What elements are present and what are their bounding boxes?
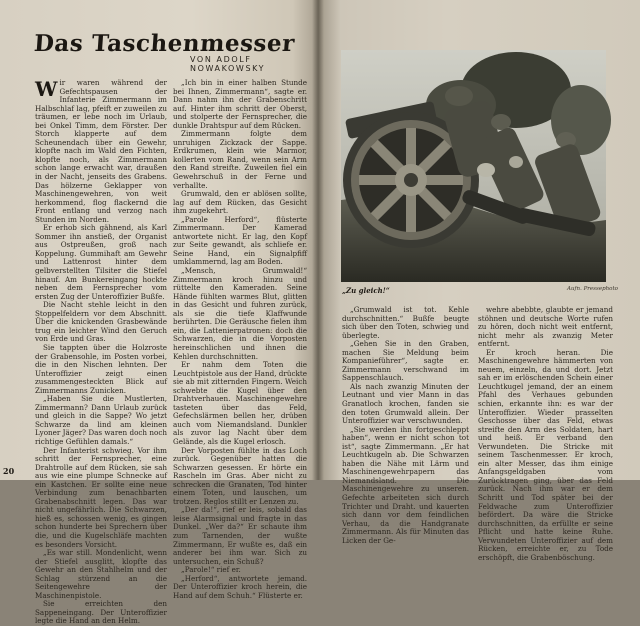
paragraph: Er erhob sich gähnend, als Karl Sommer ihn anstieß, der Organist aus Ostpreußen, groß nach Koppelung. Gummihaft am Gewehr und Lattenrost hinter dem gelbverstellten Tilsiter die Stiefel hinauf. Am Bunkereingang hockte neben dem Fernsprecher vom ersten Zug der Unteroffizier Bußfe. <box>35 223 167 301</box>
photograph <box>341 50 606 282</box>
paragraph: Wir waren während der Gefechtspausen der Infanterie Zimmermann im Halbschlaf lag, pfeift er zuweilen zu träumen, er lebe noch im Urlaub, bei Onkel Timm, dem Förster. Der Storch klapperte auf dem Scheunendach über ein Gewehr, klopfte nach im Wald den Fichten, klopfte noch, als Zimmermann schon lange erwacht war, draußen in der Nacht, jenseits des Grabens. Das hölzerne Geklapper von Maschinengewehren, von weit herkommend, flog flackernd die Front entlang und verzog nach Stunden im Norden. <box>35 77 167 224</box>
paragraph: Grumwald, den er ablösen sollte, lag auf dem Rücken, das Gesicht ihm zugekehrt. <box>173 189 307 216</box>
paragraph: wehre abebbte, glaubte er jemand stöhnen und deutsche Worte rufen zu hören, doch nicht weit entfernt, nicht mehr als zwanzig Meter entfernt. <box>478 305 613 349</box>
paragraph: Er kroch heran. Die Maschinengewehre hämmerten von neuem, einzeln, da und dort. Jetzt sah er im erlöschenden Schein einer Leuchtkugel jemand, der an einem Pfahl des Verhaues gebunden schien, erkannte ihn: es war der Unteroffizier. Wieder prasselten Geschosse über das Feld, etwas streifte den Arm des Soldaten, hart und heiß. Er verband den Verwundeten. Die Stricke mit seinem Taschenmesser. Er kroch, ein alter Messer, das ihm einige Anfangsgeldgaben vom Zurücktragen ging, über das Feld zurück. Nach ihm war er dem Schritt und Tod später bei der Feldwache zum Unteroffizier befördert. Da wäre die Stricke durchschnitten, da erfüllte er seine Pflicht und hatte keine Ruhe. Verwundeten Unteroffizier auf dem Rücken, erreichte er, zu Tode erschöpft, die Grabenböschung. <box>478 347 613 562</box>
photo-caption: „Zu gleich!“ <box>342 286 390 295</box>
right-column-1 <box>342 305 469 545</box>
paragraph: „Sie werden ihn fortgeschleppt haben“, wenn er nicht schon tot ist“, sagte Zimmermann. „Er hat Leuchtkugeln ab. Die Schwarzen haben die Nähe mit Lärm und Maschinengewehrpapern das Niemandsland. Die Maschinengewehre zu unseren. Gefechte arbeiteten sich durch Trichter und Draht. und kauerten sich dann vor dem feindlichen Verhau, da die Handgranate Zimmermann. Als für Minuten das Licken der Ge- <box>342 424 469 545</box>
paragraph: Zimmermann folgte dem unruhigen Zickzack der Sappe. Erdkrumen, klein wie Marmor, kollerten vom Rand, wenn sein Arm den Rand streifte. Zuweilen fiel ein Gewehrschuß in der Ferne und verhallte. <box>173 129 307 190</box>
paragraph: „Haben Sie die Mustlerten, Zimmermann? Dann Urlaub zurück und gleich in die Sappe? Wo jetzt Schwarze da lind am kleinen Lyoner Jäger? Das waren doch noch richtige Gefühlen damals.“ <box>35 394 167 446</box>
paragraph: Als nach zwanzig Minuten der Leutnant und vier Mann in das Granatloch krochen, fanden sie den toten Grumwald allein. Der Unteroffizier war verschwunden. <box>342 381 469 426</box>
paragraph: Sie erreichten den Sappeneingang. Der Unteroffizier legte die Hand an den Helm. <box>35 599 167 626</box>
book-gutter <box>312 0 324 480</box>
article-byline: VON ADOLF NOWAKOWSKY <box>190 55 266 73</box>
paragraph: Der Vorposten fühlte in das Loch zurück. Gegenüber hatten die Schwarzen gesessen. Er hörte ein Rascheln im Gras. Aber nicht zu schrecken die Granaten, Tod hinter einem Toten, und lauschen, um trotzen. Reglos stillt er Lenzen zu. <box>173 445 307 506</box>
paragraph: „Gehen Sie in den Graben, machen Sie Meldung beim Kompanieführer“, sagte er. Zimmermann verschwand im Sappenschlauch. <box>342 339 469 383</box>
paragraph: Die Nacht stehle leicht in den Stoppelfeldern vor dem Abschnitt. Über die knickenden Grasbewände trug ein leichter Wind den Geruch von Erde und Gras. <box>35 300 167 344</box>
soldiers-photo-illustration <box>341 50 606 282</box>
right-column-2 <box>478 305 613 562</box>
paragraph: Der Infanterist schwieg. Vor ihm schritt der Fernsprecher, eine Drahtrolle auf dem Rücken, sie sah aus wie eine plumpe Schnecke auf ein Kastchen. Er sollte eine neue Verbindung zum benachbarten Grabenabschnitt legen. Das war nicht ungefährlich. Die Schwarzen, hieß es, schossen wenig, es gingen schon hunderte bei Sprechern über die, und die Kugelschläfe machten es besonders Vorsicht. <box>35 445 167 549</box>
left-column-2 <box>173 78 307 600</box>
left-column-1 <box>35 77 167 626</box>
paragraph: „Mensch, Grumwald!“ Zimmermann kroch hinzu und rüttelte den Kameraden. Seine Hände fühlten warmes Blut, glitten in das Gesicht und fuhren zurück, als sie die tiefe Klaffwunde berührten. Die Geräusche fielen ihm ein, die Lattenierpatronen: doch die Schwarzen, die in die Vorposten hereinschlichen und ihnen die Kehlen durchschnitten. <box>173 266 307 361</box>
paragraph: „Ich bin in einer halben Stunde bei Ihnen, Zimmermann“, sagte er. Dann nahm ihn der Grabenschritt auf. Hinter ihm schritt der Oberst, und stolperte der Fernsprecher, die dunkle Drahtspur auf dem Rücken. <box>173 78 307 130</box>
paragraph: „Parole Herford“, flüsterte Zimmermann. Der Kamerad antwortete nicht. Er lag, den Kopf zur Seite gewandt, als schliefe er. Seine Hand, ein Signalpfiff umklammernd, lag am Boden. <box>173 214 307 267</box>
paragraph: „Herford“, antwortete jemand. Der Unteroffizier kroch herein, die Hand auf dem Schuh.“ Flüsterte er. <box>173 573 307 600</box>
paragraph: Er nahm dem Toten die Leuchtpistole aus der Hand, drückte sie ab mit zitternden Fingern. Weich schwebte die Kugel über den Drahtverhauen. Maschinengewehre tasteten über das Feld, Gefechslärmen bellen her, drüben auch vom Niemandsland. Dunkler als zuvor lag Nacht über dem Gelände, als die Kugel erlosch. <box>173 360 307 446</box>
page-number: 20 <box>3 466 15 476</box>
paragraph: Sie tappten über die Holzroste der Grabensohle, im Posten vorbei, die in den Nischen lehnten. Der Unteroffizier zeigt einen zusammengesteckten Blick auf Zimmermanns Zunicken. <box>35 342 167 395</box>
paragraph: „Grumwald ist tot. Kehle durchschnitten.“ Bußfe beugte sich über den Toten, schwieg und überlegte. <box>342 305 469 340</box>
left-page <box>0 0 318 626</box>
paragraph: „Der da!“, rief er leis, sobald das leise Alarmsignal und fragte in das Dunkel. „Wer da?“ Er schaute ihm zum Tarnenden, der wußte Zimmermann, Er wußte es, daß ein anderer bei ihm war. Sich zu untersuchen, ein Schuß? <box>173 505 307 566</box>
photo-credit: Aufn. Pressephoto <box>567 286 618 292</box>
right-page <box>318 0 640 562</box>
paragraph: „Es war still. Mondenlicht, wenn der Stiefel ausglitt, klopfte das Gewehr an den Stahlhelm und der Schlag stürzend an die Seitengewehre der Maschinenpistole. <box>35 548 167 600</box>
paragraph: „Parole!“ rief er. <box>181 565 241 575</box>
article-title: Das Taschenmesser <box>33 30 296 57</box>
